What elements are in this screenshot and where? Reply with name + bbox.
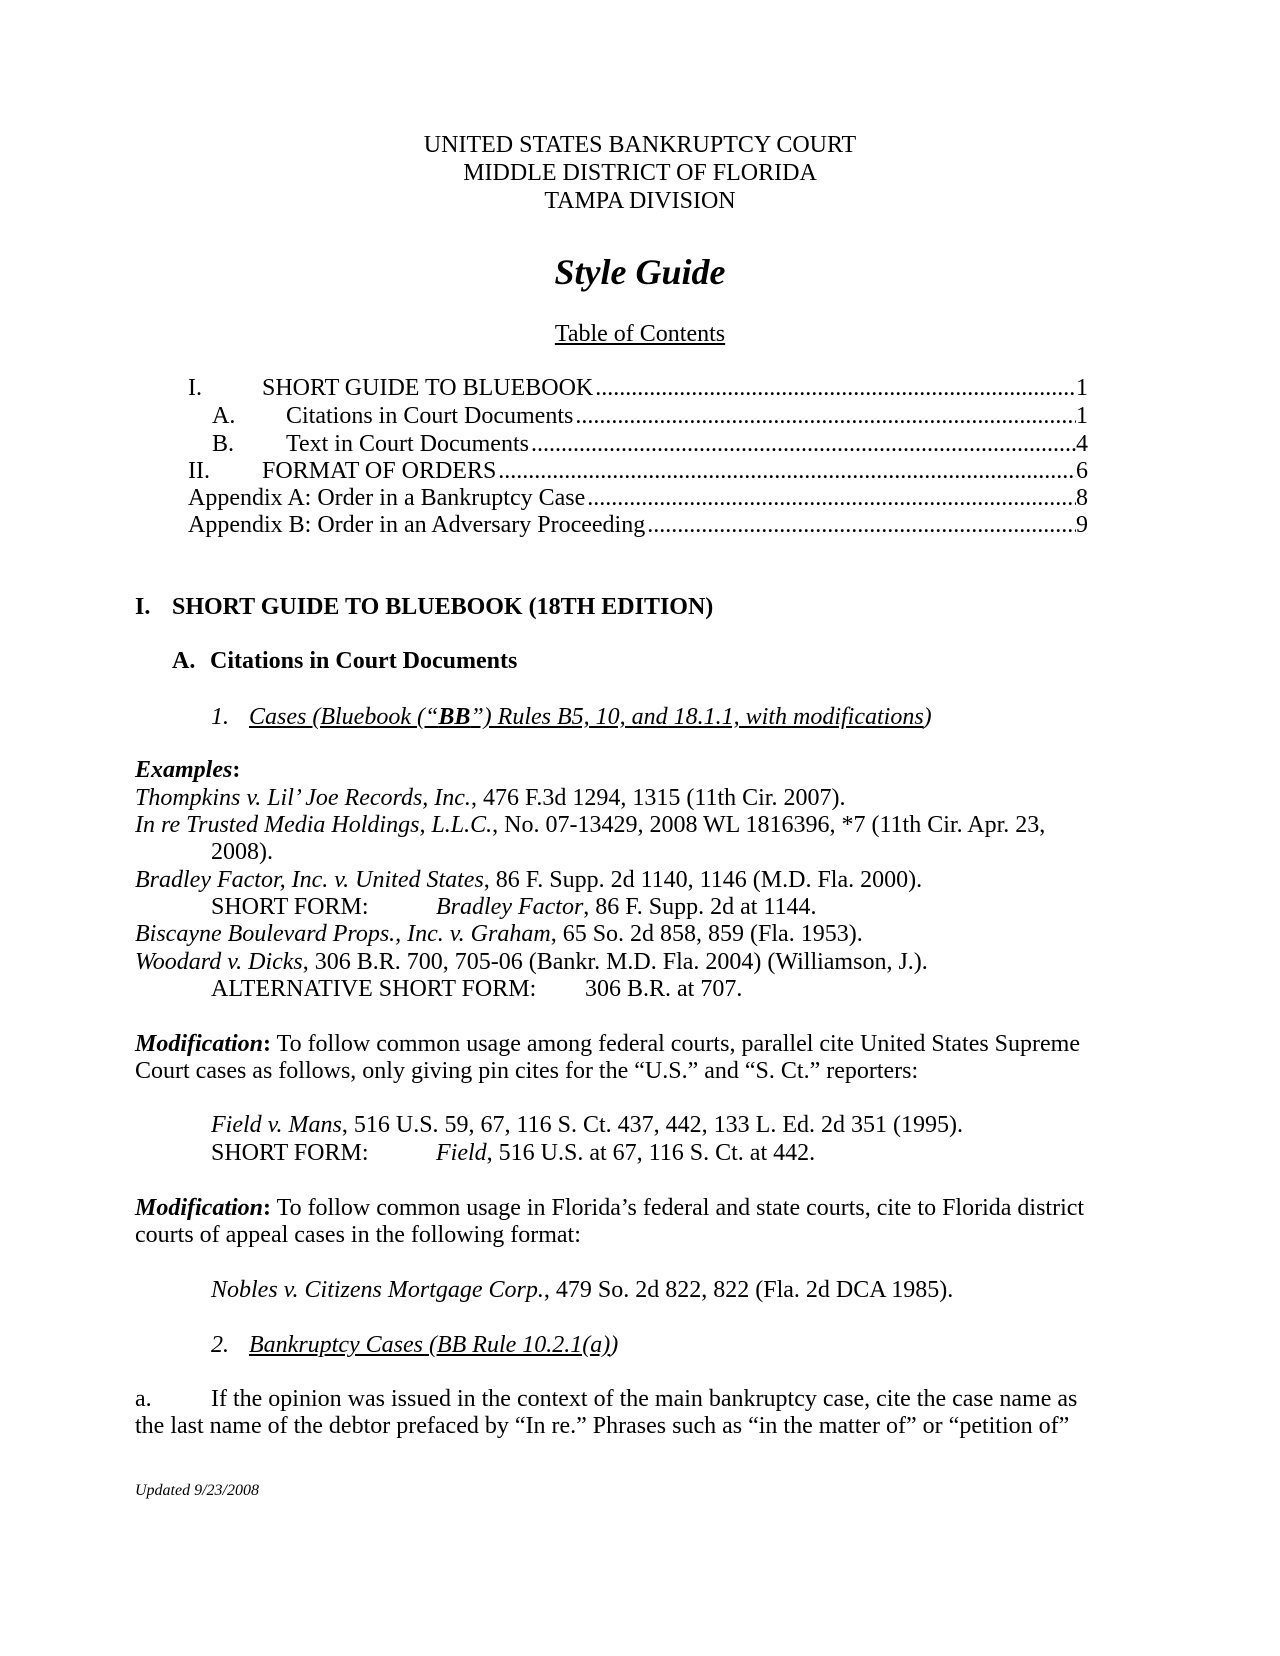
- toc-leader-dots: [496, 457, 1076, 486]
- toc-entry-page: 4: [1076, 431, 1088, 457]
- modification-colon: :: [263, 1031, 272, 1057]
- short-form-label: SHORT FORM:: [211, 1140, 369, 1166]
- modification-paragraph: [135, 1030, 1080, 1059]
- modification-text-line: courts of appeal cases in the following format:: [135, 1222, 581, 1248]
- paragraph-text: If the opinion was issued in the context of the main bankruptcy case, cite the case name as: [211, 1386, 1078, 1412]
- paragraph-label: a.: [135, 1386, 152, 1412]
- toc-entry-page: 6: [1076, 458, 1088, 484]
- item-number: 1.: [211, 704, 229, 730]
- section-heading: [135, 593, 713, 622]
- toc-heading-wrap: [0, 320, 1280, 349]
- section-title: SHORT GUIDE TO BLUEBOOK (18TH EDITION): [172, 594, 714, 620]
- toc-entry-number: I.: [188, 375, 202, 401]
- item-heading: [211, 1331, 618, 1360]
- short-form-label: ALTERNATIVE SHORT FORM:: [211, 976, 537, 1002]
- toc-entry-title: SHORT GUIDE TO BLUEBOOK: [262, 375, 594, 401]
- court-district: MIDDLE DISTRICT OF FLORIDA: [463, 160, 817, 186]
- toc-entry-title: Citations in Court Documents: [286, 403, 574, 429]
- citation-text: , 476 F.3d 1294, 1315 (11th Cir. 2007).: [470, 785, 846, 811]
- examples-label: [135, 756, 240, 785]
- citation-text: 306 B.R. at 707.: [585, 976, 743, 1002]
- citation-text: , No. 07-13429, 2008 WL 1816396, *7 (11th Cir. Apr. 23,: [492, 812, 1046, 838]
- case-name: Woodard v. Dicks: [135, 949, 303, 975]
- item-title-part: ”) Rules B5, 10, and 18.1.1, with modifications: [470, 704, 924, 730]
- citation-text: , 516 U.S. 59, 67, 116 S. Ct. 437, 442, 133 L. Ed. 2d 351 (1995).: [341, 1112, 963, 1138]
- short-form-example: [211, 893, 817, 922]
- modification-text-line: Court cases as follows, only giving pin cites for the “U.S.” and “S. Ct.” reporters:: [135, 1058, 919, 1084]
- alt-short-form-example: [211, 975, 742, 1004]
- citation-example: [135, 920, 863, 949]
- short-form-example: [211, 1139, 815, 1168]
- court-name: UNITED STATES BANKRUPTCY COURT: [423, 132, 857, 158]
- item-title: [249, 704, 924, 730]
- case-name: Nobles v. Citizens Mortgage Corp.: [211, 1277, 544, 1303]
- citation-text: , 516 U.S. at 67, 116 S. Ct. at 442.: [486, 1140, 816, 1166]
- item-number: 2.: [211, 1332, 229, 1358]
- toc-entry[interactable]: [188, 511, 1088, 540]
- citation-text: , 86 F. Supp. 2d at 1144.: [583, 894, 817, 920]
- toc-entry[interactable]: [188, 402, 1088, 431]
- citation-example: [135, 784, 845, 813]
- item-title: Bankruptcy Cases (BB Rule 10.2.1(a): [249, 1332, 611, 1358]
- toc-heading: Table of Contents: [554, 321, 726, 347]
- citation-text: , 86 F. Supp. 2d 1140, 1146 (M.D. Fla. 2000).: [483, 867, 923, 893]
- toc-entry-page: 1: [1076, 403, 1088, 429]
- toc-entry[interactable]: [188, 374, 1088, 403]
- case-name: Bradley Factor: [436, 894, 584, 920]
- examples-label-text: Examples: [135, 757, 233, 783]
- toc-entry-number: II.: [188, 458, 210, 484]
- toc-entry-title: FORMAT OF ORDERS: [262, 458, 497, 484]
- toc-entry[interactable]: [188, 457, 1088, 486]
- case-name: In re Trusted Media Holdings, L.L.C.: [135, 812, 493, 838]
- toc-entry-page: 8: [1076, 485, 1088, 511]
- citation-example: [135, 866, 922, 895]
- item-title-close: ): [610, 1332, 619, 1358]
- paragraph-a: [135, 1385, 1077, 1414]
- modification-colon: :: [263, 1195, 272, 1221]
- subsection-heading: [172, 647, 517, 676]
- citation-continuation: 2008).: [211, 839, 273, 865]
- toc-entry-number: A.: [212, 403, 236, 429]
- item-title-bold: BB: [438, 704, 471, 730]
- toc-entry-page: 1: [1076, 375, 1088, 401]
- toc-entry[interactable]: [188, 430, 1088, 459]
- case-name: Field v. Mans: [211, 1112, 342, 1138]
- toc-leader-dots: [593, 374, 1076, 403]
- toc-leader-dots: [529, 430, 1076, 459]
- toc-leader-dots: [645, 511, 1076, 540]
- subsection-title: Citations in Court Documents: [210, 648, 518, 674]
- case-name: Bradley Factor, Inc. v. United States: [135, 867, 484, 893]
- short-form-label: SHORT FORM:: [211, 894, 369, 920]
- case-name: Field: [436, 1140, 487, 1166]
- toc-entry-title: Text in Court Documents: [286, 431, 529, 457]
- item-title-close: ): [923, 704, 932, 730]
- item-heading: [211, 703, 932, 732]
- section-number: I.: [135, 594, 151, 620]
- court-division: TAMPA DIVISION: [544, 188, 736, 214]
- examples-colon: :: [232, 757, 241, 783]
- toc-entry-title: Appendix B: Order in an Adversary Proceeding: [188, 512, 646, 538]
- toc-entry-page: 9: [1076, 512, 1088, 538]
- citation-example: [135, 948, 928, 977]
- modification-label: Modification: [135, 1195, 264, 1221]
- document-title: Style Guide: [554, 252, 726, 292]
- toc-entry[interactable]: [188, 484, 1088, 513]
- paragraph-text-line: the last name of the debtor prefaced by “In re.” Phrases such as “in the matter of” or “petition of”: [135, 1413, 1070, 1439]
- item-title-part: Cases (Bluebook (“: [249, 704, 439, 730]
- citation-example: [211, 1276, 953, 1305]
- modification-paragraph: [135, 1194, 1084, 1223]
- modification-text: To follow common usage in Florida’s federal and state courts, cite to Florida district: [271, 1195, 1085, 1221]
- case-name: Thompkins v. Lil’ Joe Records, Inc.: [135, 785, 471, 811]
- citation-example: [211, 1111, 963, 1140]
- modification-text: To follow common usage among federal courts, parallel cite United States Supreme: [271, 1031, 1080, 1057]
- citation-text: , 479 So. 2d 822, 822 (Fla. 2d DCA 1985).: [543, 1277, 954, 1303]
- subsection-number: A.: [172, 648, 196, 674]
- citation-text: , 65 So. 2d 858, 859 (Fla. 1953).: [550, 921, 863, 947]
- citation-text: , 306 B.R. 700, 705-06 (Bankr. M.D. Fla. 2004) (Williamson, J.).: [302, 949, 928, 975]
- footer-updated: Updated 9/23/2008: [135, 1482, 259, 1499]
- toc-leader-dots: [573, 402, 1076, 431]
- modification-label: Modification: [135, 1031, 264, 1057]
- toc-leader-dots: [585, 484, 1076, 513]
- case-name: Biscayne Boulevard Props., Inc. v. Graham: [135, 921, 551, 947]
- citation-example: [135, 811, 1045, 840]
- toc-entry-title: Appendix A: Order in a Bankruptcy Case: [188, 485, 586, 511]
- toc-entry-number: B.: [212, 431, 235, 457]
